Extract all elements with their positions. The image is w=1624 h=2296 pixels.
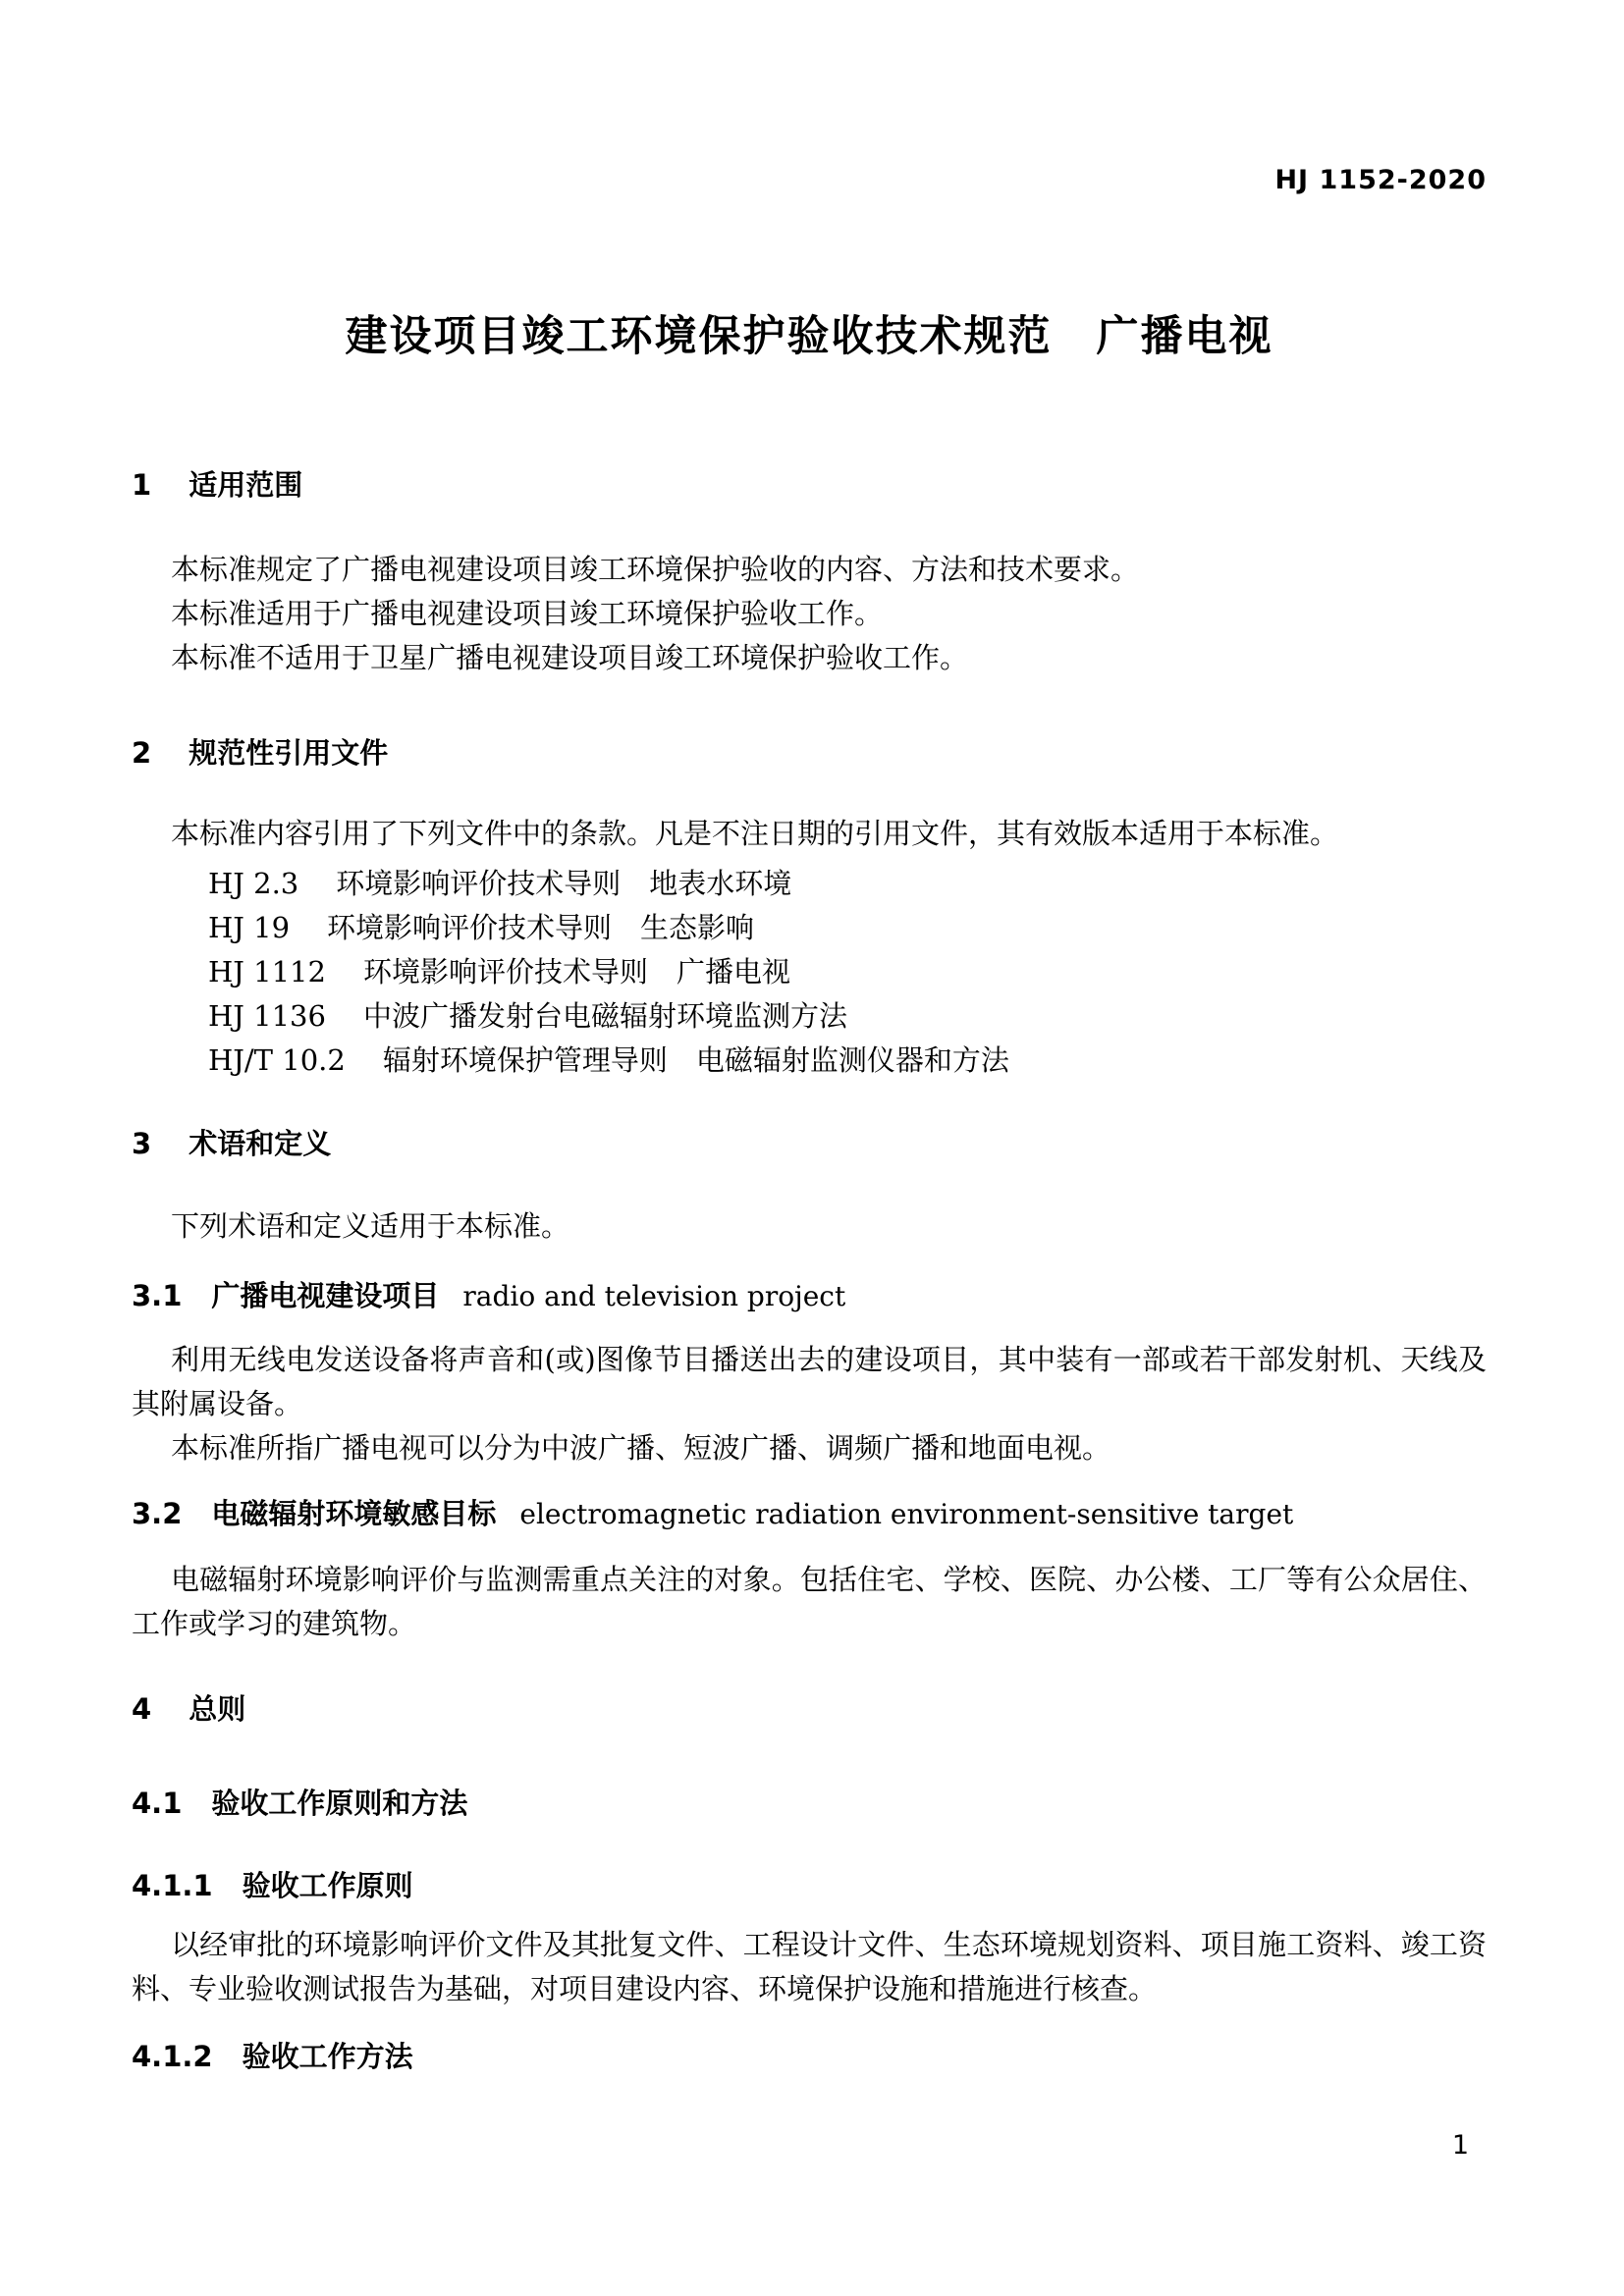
reference-code: HJ 19 — [208, 911, 291, 944]
subsection-heading-text: 验收工作原则和方法 — [211, 1787, 468, 1820]
term-en: electromagnetic radiation environment-sensitive target — [519, 1498, 1294, 1530]
reference-code: HJ 1112 — [208, 955, 326, 988]
section-2-heading — [132, 735, 1487, 771]
reference-title: 环境影响评价技术导则 广播电视 — [362, 955, 790, 988]
page-number: 1 — [1451, 2130, 1469, 2161]
reference-title: 环境影响评价技术导则 生态影响 — [327, 911, 755, 944]
reference-item — [132, 994, 1487, 1039]
reference-title: 环境影响评价技术导则 地表水环境 — [336, 867, 792, 900]
subsection-4-1-2-heading — [132, 2039, 1487, 2074]
subsection-number: 3.1 — [132, 1279, 183, 1312]
section-terms-definitions — [132, 1126, 1487, 1646]
doc-number: HJ 1152-2020 — [1274, 165, 1487, 195]
subsection-heading-text: 验收工作方法 — [242, 2040, 413, 2073]
section-heading-text: 规范性引用文件 — [189, 736, 389, 770]
section-1-heading — [132, 467, 1487, 503]
paragraph: 本标准适用于广播电视建设项目竣工环境保护验收工作。 — [171, 597, 884, 630]
subsection-4-1-heading — [132, 1786, 1487, 1821]
term-en: radio and television project — [462, 1280, 846, 1312]
section-heading-text: 总则 — [189, 1692, 246, 1726]
section-scope — [132, 467, 1487, 680]
paragraph: 利用无线电发送设备将声音和(或)图像节目播送出去的建设项目，其中装有一部或若干部发射机、天线及其附属设备。 — [132, 1343, 1487, 1420]
reference-item — [132, 1039, 1487, 1083]
subsection-number: 3.2 — [132, 1497, 183, 1530]
paragraph: 本标准规定了广播电视建设项目竣工环境保护验收的内容、方法和技术要求。 — [171, 553, 1140, 586]
section-number: 4 — [132, 1692, 152, 1726]
reference-item — [132, 862, 1487, 906]
subsection-number: 4.1 — [132, 1787, 183, 1820]
section-number: 1 — [132, 468, 152, 502]
section-4-heading — [132, 1691, 1487, 1727]
reference-item — [132, 950, 1487, 994]
term-zh: 广播电视建设项目 — [211, 1279, 440, 1312]
section-heading-text: 适用范围 — [189, 468, 303, 502]
paragraph: 本标准内容引用了下列文件中的条款。凡是不注日期的引用文件，其有效版本适用于本标准。 — [171, 817, 1339, 850]
paragraph: 下列术语和定义适用于本标准。 — [171, 1209, 570, 1243]
paragraph: 本标准不适用于卫星广播电视建设项目竣工环境保护验收工作。 — [171, 641, 969, 674]
subsection-3-1-heading — [132, 1278, 1487, 1314]
term-zh: 电磁辐射环境敏感目标 — [211, 1497, 497, 1530]
subsection-number: 4.1.1 — [132, 1869, 213, 1902]
section-number: 3 — [132, 1127, 152, 1160]
reference-title: 辐射环境保护管理导则 电磁辐射监测仪器和方法 — [382, 1043, 1009, 1077]
reference-list — [132, 862, 1487, 1083]
subsection-3-2-heading — [132, 1496, 1487, 1532]
reference-item — [132, 906, 1487, 950]
subsection-number: 4.1.2 — [132, 2040, 213, 2073]
paragraph: 以经审批的环境影响评价文件及其批复文件、工程设计文件、生态环境规划资料、项目施工资料、竣工资料、专业验收测试报告为基础，对项目建设内容、环境保护设施和措施进行核查。 — [132, 1928, 1487, 2005]
section-normative-references — [132, 735, 1487, 1083]
section-3-heading — [132, 1126, 1487, 1161]
reference-code: HJ/T 10.2 — [208, 1043, 346, 1077]
subsection-4-1-1-heading — [132, 1868, 1487, 1903]
section-general-principles — [132, 1691, 1487, 2074]
page-title: 建设项目竣工环境保护验收技术规范 广播电视 — [345, 312, 1273, 361]
reference-title: 中波广播发射台电磁辐射环境监测方法 — [362, 999, 847, 1033]
section-number: 2 — [132, 736, 152, 770]
paragraph: 本标准所指广播电视可以分为中波广播、短波广播、调频广播和地面电视。 — [171, 1431, 1111, 1465]
subsection-heading-text: 验收工作原则 — [242, 1869, 413, 1902]
section-heading-text: 术语和定义 — [189, 1127, 332, 1160]
reference-code: HJ 2.3 — [208, 867, 299, 900]
paragraph: 电磁辐射环境影响评价与监测需重点关注的对象。包括住宅、学校、医院、办公楼、工厂等有公众居住、工作或学习的建筑物。 — [132, 1563, 1487, 1640]
reference-code: HJ 1136 — [208, 999, 326, 1033]
